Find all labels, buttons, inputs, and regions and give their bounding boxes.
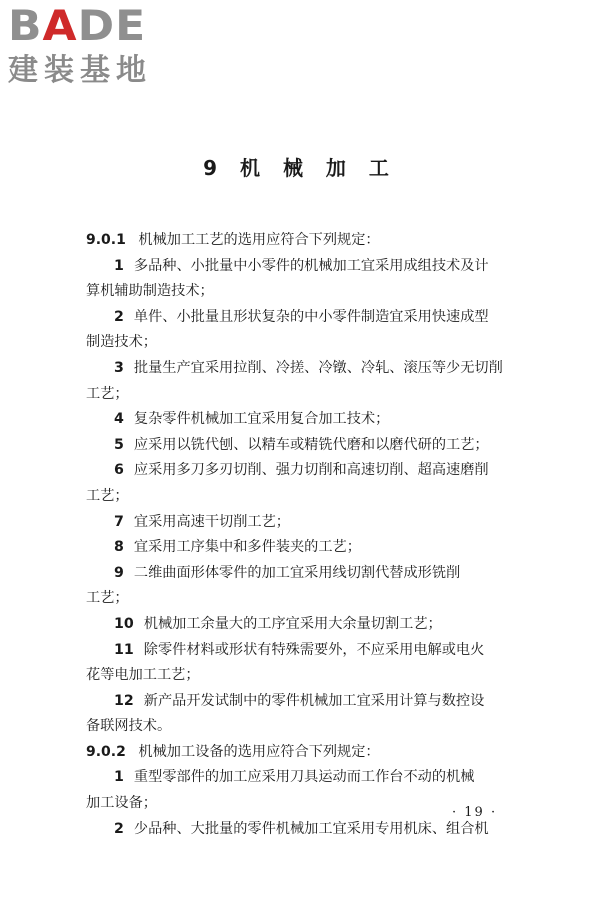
item-text: 批量生产宜采用拉削、冷搓、冷镦、冷轧、滚压等少无切削 xyxy=(133,359,503,376)
document-body xyxy=(86,228,508,842)
list-item-continuation: 制造技术； xyxy=(86,334,157,351)
item-text: 宜采用高速干切削工艺； xyxy=(133,513,290,530)
item-number: 8 xyxy=(114,539,124,556)
list-item xyxy=(86,638,508,664)
list-item-continuation: 花等电加工工艺； xyxy=(86,667,200,684)
clause-number: 9.0.1 xyxy=(86,232,126,248)
item-number: 1 xyxy=(114,257,124,274)
item-text: 复杂零件机械加工宜采用复合加工技术； xyxy=(133,411,390,428)
list-item xyxy=(86,254,508,280)
item-text: 多品种、小批量中小零件的机械加工宜采用成组技术及计 xyxy=(133,257,489,274)
item-text: 应采用以铣代刨、以精车或精铣代磨和以磨代研的工艺； xyxy=(133,436,489,453)
item-number: 2 xyxy=(114,308,124,325)
item-number: 7 xyxy=(114,513,124,530)
list-item xyxy=(86,433,508,459)
page-number: · 19 · xyxy=(452,805,498,820)
list-item xyxy=(86,535,508,561)
list-item xyxy=(86,765,508,791)
list-item-continuation: 备联网技术。 xyxy=(86,718,172,735)
list-item xyxy=(86,356,508,382)
item-text: 机械加工余量大的工序宜采用大余量切割工艺； xyxy=(143,615,442,632)
list-item-continuation: 工艺； xyxy=(86,590,129,607)
item-number: 1 xyxy=(114,769,124,786)
item-text: 新产品开发试制中的零件机械加工宜采用计算与数控设 xyxy=(143,692,485,709)
clause-heading xyxy=(86,740,508,766)
list-item xyxy=(86,689,508,715)
clause-text: 机械加工设备的选用应符合下列规定： xyxy=(138,743,380,760)
item-number: 5 xyxy=(114,436,124,453)
item-number: 12 xyxy=(114,692,134,709)
item-text: 少品种、大批量的零件机械加工宜采用专用机床、组合机 xyxy=(133,820,489,837)
item-number: 3 xyxy=(114,359,124,376)
list-item xyxy=(86,407,508,433)
item-number: 11 xyxy=(114,641,134,658)
item-number: 4 xyxy=(114,411,124,428)
list-item xyxy=(86,561,508,587)
watermark-chinese-text: 建装基地 xyxy=(8,53,152,88)
item-text: 除零件材料或形状有特殊需要外，不应采用电解或电火 xyxy=(143,641,485,658)
chapter-title: 9 机 械 加 工 xyxy=(203,156,397,180)
clause-number: 9.0.2 xyxy=(86,743,126,760)
list-item xyxy=(86,612,508,638)
watermark-latin-text: BADE xyxy=(8,2,147,51)
item-text: 单件、小批量且形状复杂的中小零件制造宜采用快速成型 xyxy=(133,308,489,325)
clause-text: 机械加工工艺的选用应符合下列规定： xyxy=(138,232,380,248)
list-item xyxy=(86,510,508,536)
bade-watermark-logo xyxy=(8,4,188,96)
item-number: 9 xyxy=(114,564,124,581)
list-item-continuation: 加工设备； xyxy=(86,795,157,812)
clause-heading xyxy=(86,228,508,254)
item-text: 宜采用工序集中和多件装夹的工艺； xyxy=(133,539,361,556)
item-text: 二维曲面形体零件的加工宜采用线切割代替成形铣削 xyxy=(133,564,461,581)
list-item-continuation: 工艺； xyxy=(86,385,129,402)
item-text: 应采用多刀多刃切削、强力切削和高速切削、超高速磨削 xyxy=(133,462,489,479)
item-number: 6 xyxy=(114,462,124,479)
list-item xyxy=(86,458,508,484)
item-text: 重型零部件的加工应采用刀具运动而工作台不动的机械 xyxy=(133,769,475,786)
list-item xyxy=(86,817,508,843)
list-item-continuation: 算机辅助制造技术； xyxy=(86,283,214,300)
list-item-continuation: 工艺； xyxy=(86,487,129,504)
item-number: 10 xyxy=(114,615,134,632)
item-number: 2 xyxy=(114,820,124,837)
list-item xyxy=(86,305,508,331)
